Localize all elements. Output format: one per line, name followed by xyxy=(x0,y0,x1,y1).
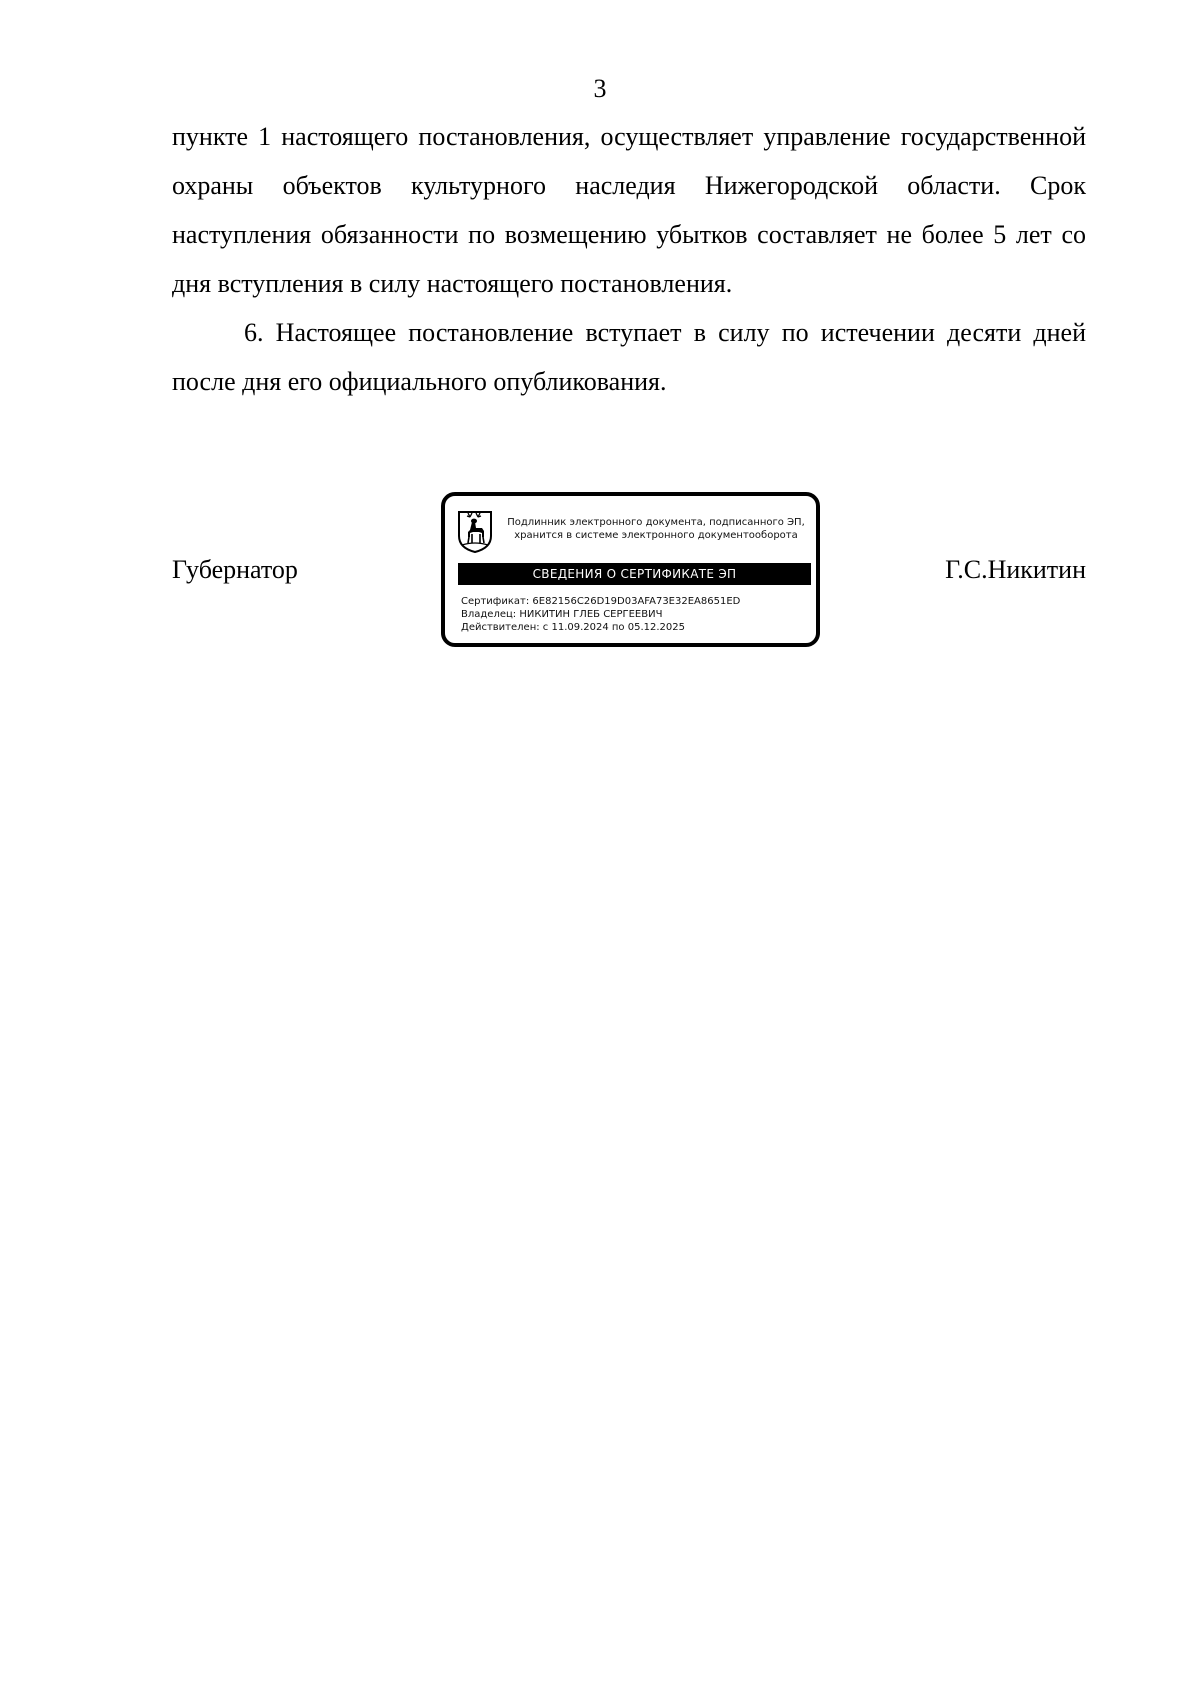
stamp-certificate: Сертификат: 6E82156C26D19D03AFA73E32EA8651ED xyxy=(461,596,741,607)
paragraph-continuation: пункте 1 настоящего постановления, осуществляет управление государственной охраны объектов культурного наследия Нижегородской области. Срок наступления обязанности по возмещению убытков составляет не более 5 лет со дня вступления в силу настоящего постановления. xyxy=(172,122,1086,298)
signatory-position: Губернатор xyxy=(172,555,298,584)
paragraph-item-6: 6. Настоящее постановление вступает в силу по истечении десяти дней после дня его официального опубликования. xyxy=(172,318,1086,396)
stamp-validity: Действителен: с 11.09.2024 по 05.12.2025 xyxy=(461,622,685,633)
stamp-owner: Владелец: НИКИТИН ГЛЕБ СЕРГЕЕВИЧ xyxy=(461,609,663,620)
stamp-banner: СВЕДЕНИЯ О СЕРТИФИКАТЕ ЭП xyxy=(458,563,811,585)
stamp-header-line1: Подлинник электронного документа, подписанного ЭП, xyxy=(507,517,805,528)
document-body xyxy=(172,112,1086,406)
signatory-name: Г.С.Никитин xyxy=(945,555,1086,584)
nizhny-novgorod-deer-emblem-icon xyxy=(457,510,493,553)
page-number: 3 xyxy=(593,74,607,103)
stamp-details xyxy=(461,595,740,634)
electronic-signature-stamp xyxy=(441,492,820,647)
stamp-header xyxy=(495,516,817,542)
stamp-header-line2: хранится в системе электронного документооборота xyxy=(514,530,798,541)
